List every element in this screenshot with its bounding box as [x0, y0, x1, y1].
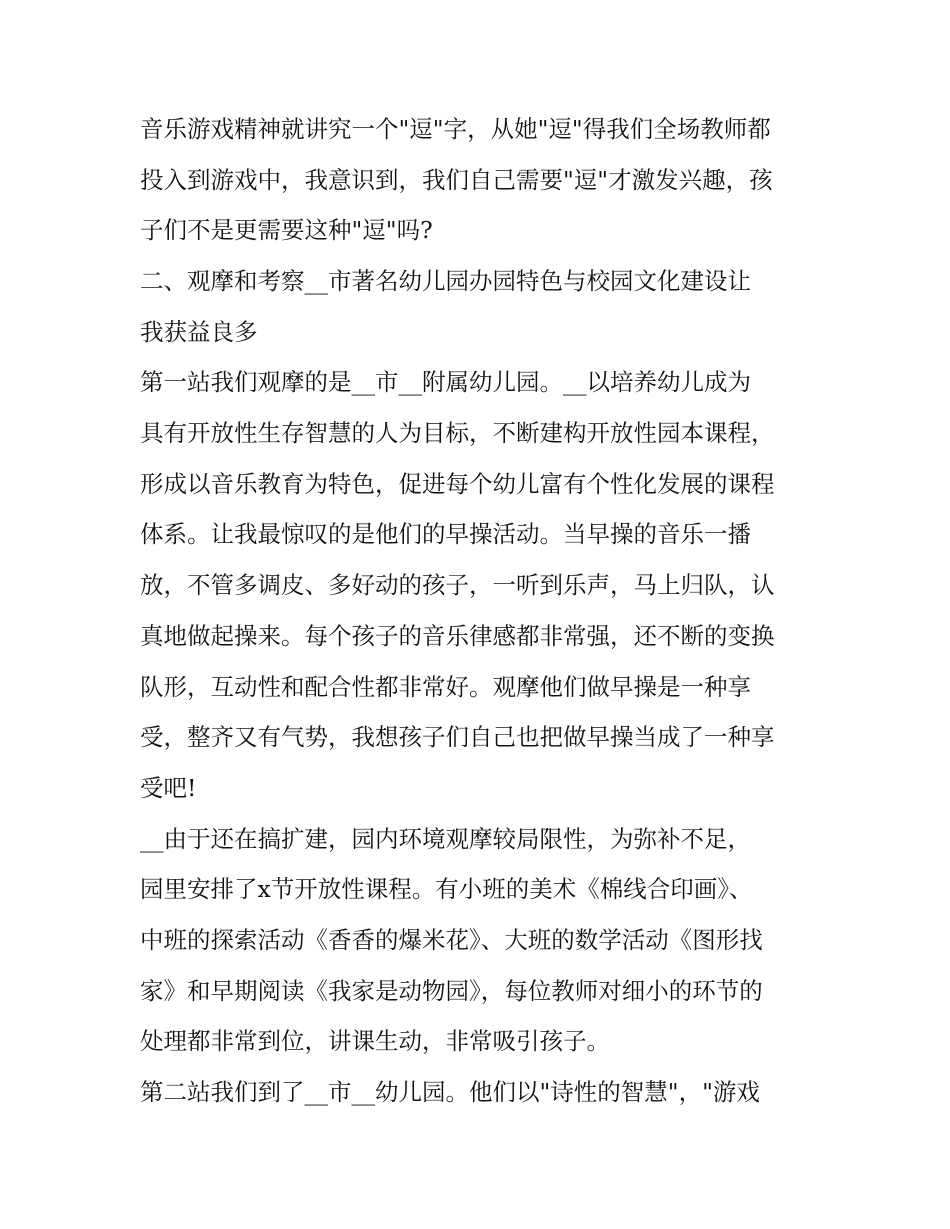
- text-line: 投入到游戏中，我意识到，我们自己需要"逗"才激发兴趣，孩: [140, 166, 773, 194]
- text-line: 真地做起操来。每个孩子的音乐律感都非常强，还不断的变换: [140, 622, 775, 650]
- text-line: 子们不是更需要这种"逗"吗?: [140, 216, 433, 244]
- text-line: 中班的探索活动《香香的爆米花》、大班的数学活动《图形找: [140, 926, 763, 954]
- text-line: 家》和早期阅读《我家是动物园》，每位教师对细小的环节的: [140, 977, 763, 1005]
- text-line: 第二站我们到了__市__幼儿园。他们以"诗性的智慧"，"游戏: [140, 1078, 760, 1106]
- text-line: 受，整齐又有气势，我想孩子们自己也把做早操当成了一种享: [140, 723, 775, 751]
- section-heading: 我获益良多: [140, 318, 258, 346]
- text-line: 队形，互动性和配合性都非常好。观摩他们做早操是一种享: [140, 673, 751, 701]
- section-heading: 二、观摩和考察__市著名幼儿园办园特色与校园文化建设让: [140, 267, 751, 295]
- text-line: 形成以音乐教育为特色，促进每个幼儿富有个性化发展的课程: [140, 470, 775, 498]
- text-line: __由于还在搞扩建，园内环境观摩较局限性，为弥补不足，: [140, 825, 751, 853]
- text-line: 体系。让我最惊叹的是他们的早操活动。当早操的音乐一播: [140, 520, 751, 548]
- text-line: 第一站我们观摩的是__市__附属幼儿园。__以培养幼儿成为: [140, 368, 751, 396]
- text-line: 受吧!: [140, 774, 197, 802]
- text-line: 处理都非常到位，讲课生动，非常吸引孩子。: [140, 1027, 610, 1055]
- text-line: 放，不管多调皮、多好动的孩子，一听到乐声，马上归队，认: [140, 571, 775, 599]
- text-line: 园里安排了x节开放性课程。有小班的美术《棉线合印画》、: [140, 875, 753, 903]
- text-line: 具有开放性生存智慧的人为目标，不断建构开放性园本课程，: [140, 419, 775, 447]
- text-line: 音乐游戏精神就讲究一个"逗"字，从她"逗"得我们全场教师都: [140, 115, 771, 143]
